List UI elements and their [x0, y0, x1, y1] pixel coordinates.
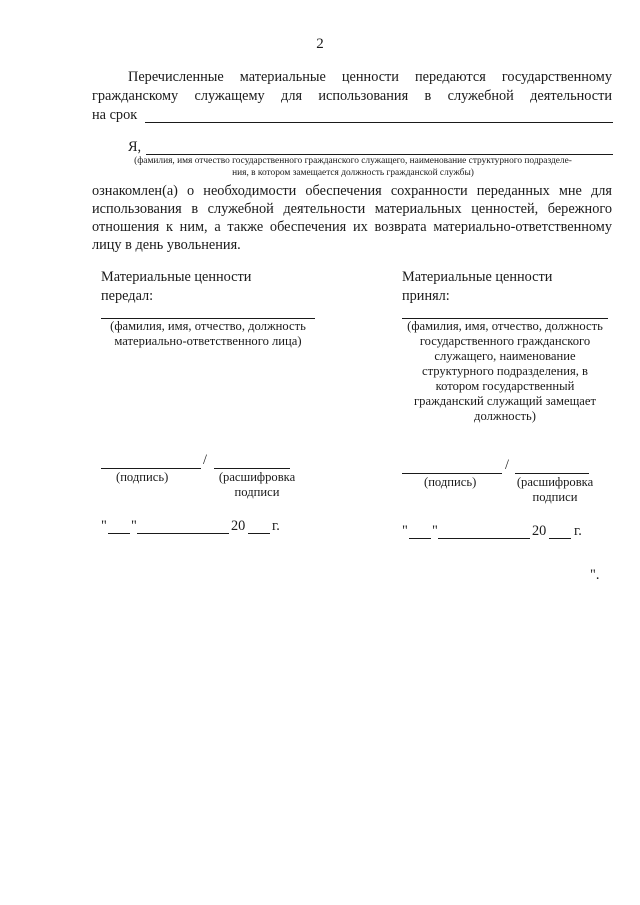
right-caption-line-4: структурного подразделения, в [422, 364, 588, 378]
right-date-suffix: г. [574, 523, 582, 539]
left-date-suffix: г. [272, 518, 280, 534]
right-caption-line-3: служащего, наименование [434, 349, 576, 363]
left-date-year-line[interactable] [248, 533, 270, 534]
employee-caption-line-2: ния, в котором замещается должность гражданской службы) [232, 168, 474, 178]
declaration-line-3: отношения к ним, а также обеспечения их возврата материально-ответственному [92, 219, 612, 235]
right-slash: / [505, 457, 509, 473]
right-signature-label: (подпись) [424, 475, 477, 489]
term-blank-line[interactable] [145, 122, 613, 123]
left-decode-label-line-2: подписи [234, 485, 280, 499]
right-caption-line-7: должность) [474, 409, 536, 423]
left-date-quote-open: " [101, 518, 107, 534]
left-decode-label-line-1: (расшифровка [218, 470, 296, 484]
right-signature-blank-line[interactable] [402, 473, 502, 474]
declaration-line-1: ознакомлен(а) о необходимости обеспечения сохранности переданных мне для [92, 183, 612, 199]
right-decode-label-line-2: подписи [532, 490, 578, 504]
right-caption-line-1: (фамилия, имя, отчество, должность [407, 319, 603, 333]
right-decode-label-line-1: (расшифровка [516, 475, 594, 489]
right-caption-line-6: гражданский служащий замещает [414, 394, 596, 408]
declaration-line-2: использования в служебной деятельности материальных ценностей, бережного [92, 201, 612, 217]
right-decode-blank-line[interactable] [515, 473, 589, 474]
left-title-line-2: передал: [101, 288, 154, 304]
right-title-line-2: принял: [402, 288, 450, 304]
ya-label: Я, [128, 139, 142, 155]
left-date-year: 20 [231, 518, 246, 534]
left-title-line-1: Материальные ценности [101, 269, 252, 285]
left-signature-label: (подпись) [116, 470, 169, 484]
left-signature-blank-line[interactable] [101, 468, 201, 469]
left-date-month-line[interactable] [137, 533, 229, 534]
intro-line-3-prefix: на срок [92, 107, 138, 123]
left-date-day-line[interactable] [108, 533, 130, 534]
right-date-month-line[interactable] [438, 538, 530, 539]
intro-line-2: гражданскому служащему для использования в служебной деятельности [92, 88, 612, 104]
employee-caption-line-1: (фамилия, имя отчество государственного гражданского служащего, наименование структурного подразделе- [134, 156, 572, 166]
intro-line-1: Перечисленные материальные ценности передаются государственному [128, 69, 612, 85]
right-date-year-line[interactable] [549, 538, 571, 539]
right-date-quote-open: " [402, 523, 408, 539]
left-caption-line-1: (фамилия, имя, отчество, должность [110, 319, 306, 333]
right-caption-line-2: государственного гражданского [419, 334, 591, 348]
right-title-line-1: Материальные ценности [402, 269, 553, 285]
left-date-quote-close: " [131, 518, 137, 534]
left-decode-blank-line[interactable] [214, 468, 290, 469]
right-date-year: 20 [532, 523, 547, 539]
left-slash: / [203, 452, 207, 468]
declaration-line-4: лицу в день увольнения. [92, 237, 241, 253]
right-caption-line-5: котором государственный [435, 379, 575, 393]
left-caption-line-2: материально-ответственного лица) [114, 334, 302, 348]
closing-mark: ". [590, 567, 600, 583]
page-number: 2 [316, 36, 324, 52]
right-date-day-line[interactable] [409, 538, 431, 539]
right-date-quote-close: " [432, 523, 438, 539]
